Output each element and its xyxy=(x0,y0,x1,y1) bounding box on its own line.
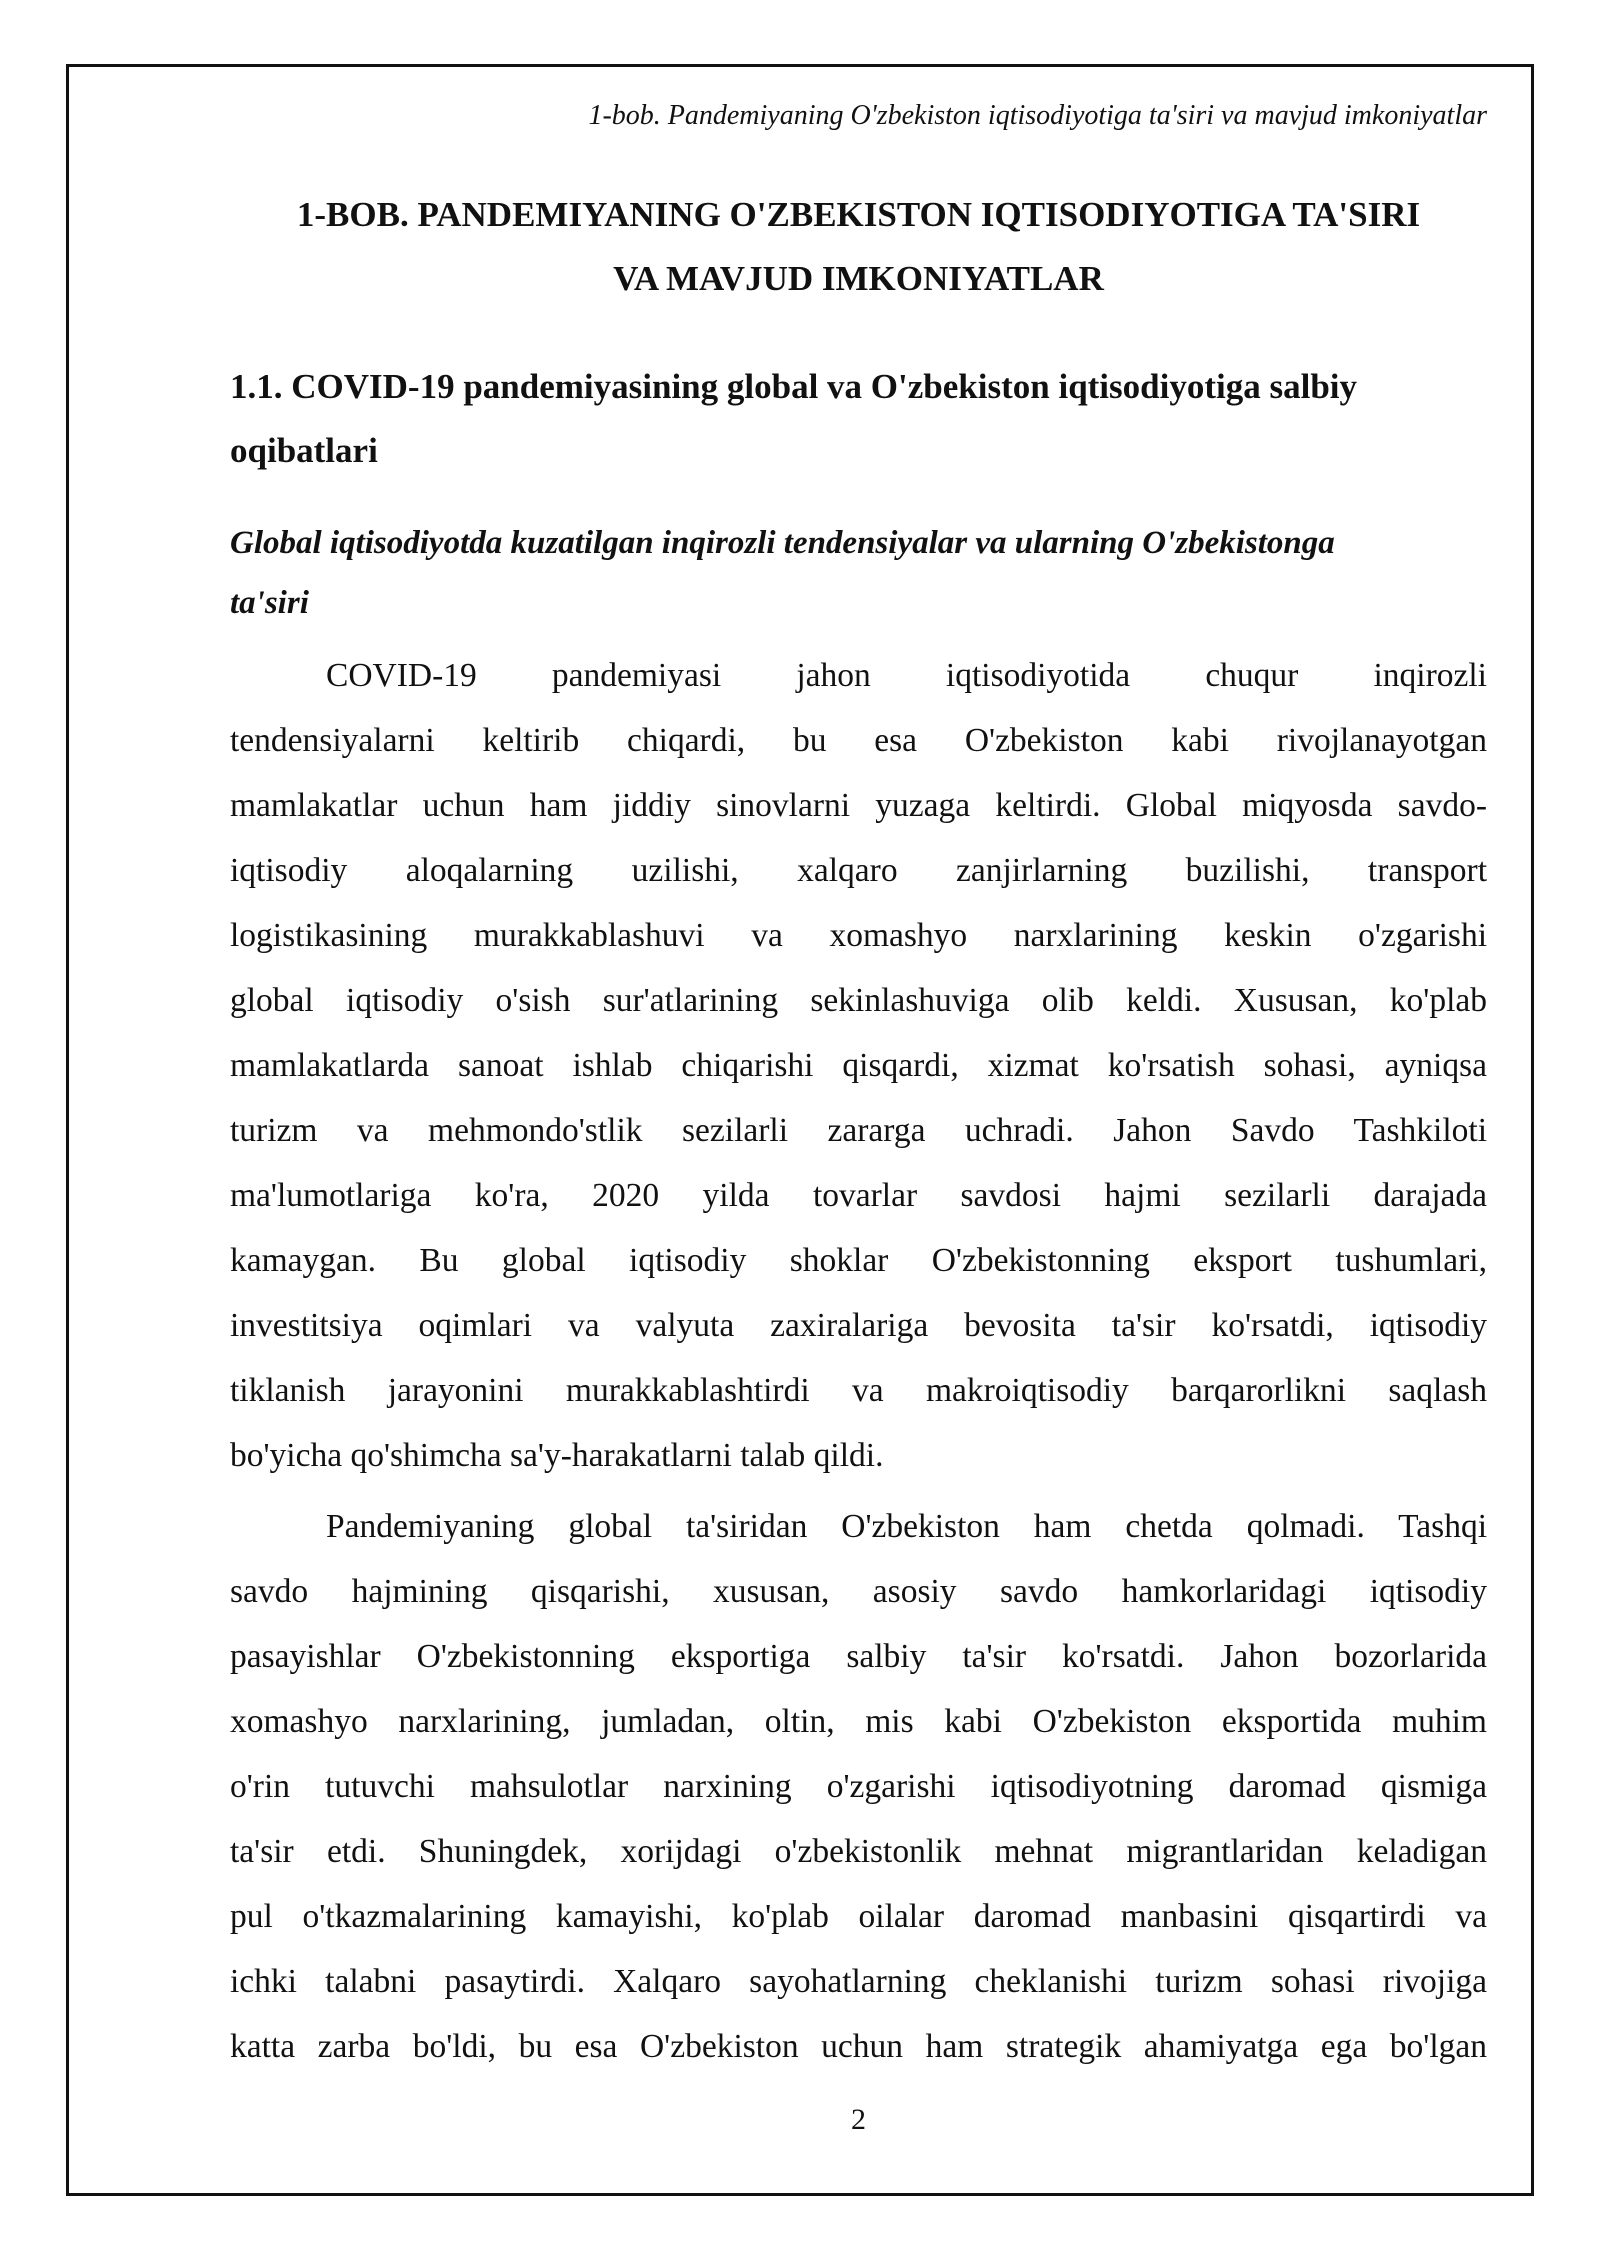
text-line: tendensiyalarni keltirib chiqardi, bu esa O'zbekiston kabi rivojlanayotgan xyxy=(230,722,1487,759)
text-line: ma'lumotlariga ko'ra, 2020 yilda tovarlar savdosi hajmi sezilarli darajada xyxy=(230,1177,1487,1214)
text-line: mamlakatlar uchun ham jiddiy sinovlarni yuzaga keltirdi. Global miqyosda savdo- xyxy=(230,787,1487,824)
text-line: kamaygan. Bu global iqtisodiy shoklar O'zbekistonning eksport tushumlari, xyxy=(230,1242,1487,1279)
text-line: ichki talabni pasaytirdi. Xalqaro sayohatlarning cheklanishi turizm sohasi rivojiga xyxy=(230,1963,1487,2000)
subsection-title-line: ta'siri xyxy=(230,585,309,621)
text-line: mamlakatlarda sanoat ishlab chiqarishi qisqardi, xizmat ko'rsatish sohasi, ayniqsa xyxy=(230,1047,1487,1084)
chapter-title-line: 1-BOB. PANDEMIYANING O'ZBEKISTON IQTISODIYOTIGA TA'SIRI xyxy=(296,195,1421,234)
section-title xyxy=(230,355,1487,483)
paragraph-2 xyxy=(230,1494,1487,2079)
text-line: xomashyo narxlarining, jumladan, oltin, mis kabi O'zbekiston eksportida muhim xyxy=(230,1703,1487,1740)
text-line: investitsiya oqimlari va valyuta zaxiralariga bevosita ta'sir ko'rsatdi, iqtisodiy xyxy=(230,1307,1487,1344)
subsection-title-line: Global iqtisodiyotda kuzatilgan inqirozli tendensiyalar va ularning O'zbekistonga xyxy=(230,525,1335,561)
section-title-line: 1.1. COVID-19 pandemiyasining global va O'zbekiston iqtisodiyotiga salbiy xyxy=(230,367,1358,406)
text-line: bo'yicha qo'shimcha sa'y-harakatlarni talab qildi. xyxy=(230,1437,884,1474)
text-line: global iqtisodiy o'sish sur'atlarining sekinlashuviga olib keldi. Xususan, ko'plab xyxy=(230,982,1487,1019)
subsection-title xyxy=(230,513,1487,633)
text-line: pul o'tkazmalarining kamayishi, ko'plab oilalar daromad manbasini qisqartirdi va xyxy=(230,1898,1487,1935)
text-line: pasayishlar O'zbekistonning eksportiga salbiy ta'sir ko'rsatdi. Jahon bozorlarida xyxy=(230,1638,1487,1675)
section-title-line: oqibatlari xyxy=(230,431,378,470)
text-line: savdo hajmining qisqarishi, xususan, asosiy savdo hamkorlaridagi iqtisodiy xyxy=(230,1573,1487,1610)
text-line: o'rin tutuvchi mahsulotlar narxining o'zgarishi iqtisodiyotning daromad qismiga xyxy=(230,1768,1487,1805)
chapter-title-line: VA MAVJUD IMKONIYATLAR xyxy=(613,259,1104,298)
text-line: COVID-19 pandemiyasi jahon iqtisodiyotida chuqur inqirozli xyxy=(326,657,1487,694)
page-number: 2 xyxy=(851,2103,866,2136)
text-line: logistikasining murakkablashuvi va xomashyo narxlarining keskin o'zgarishi xyxy=(230,917,1487,954)
text-line: Pandemiyaning global ta'siridan O'zbekiston ham chetda qolmadi. Tashqi xyxy=(326,1508,1487,1545)
chapter-title xyxy=(230,183,1487,311)
text-line: ta'sir etdi. Shuningdek, xorijdagi o'zbekistonlik mehnat migrantlaridan keladigan xyxy=(230,1833,1487,1870)
running-header: 1-bob. Pandemiyaning O'zbekiston iqtisodiyotiga ta'siri va mavjud imkoniyatlar xyxy=(588,100,1487,131)
text-line: tiklanish jarayonini murakkablashtirdi va makroiqtisodiy barqarorlikni saqlash xyxy=(230,1372,1487,1409)
paragraph-1 xyxy=(230,643,1487,1488)
text-line: katta zarba bo'ldi, bu esa O'zbekiston uchun ham strategik ahamiyatga ega bo'lgan xyxy=(230,2028,1487,2065)
text-line: turizm va mehmondo'stlik sezilarli zararga uchradi. Jahon Savdo Tashkiloti xyxy=(230,1112,1487,1149)
text-line: iqtisodiy aloqalarning uzilishi, xalqaro zanjirlarning buzilishi, transport xyxy=(230,852,1487,889)
